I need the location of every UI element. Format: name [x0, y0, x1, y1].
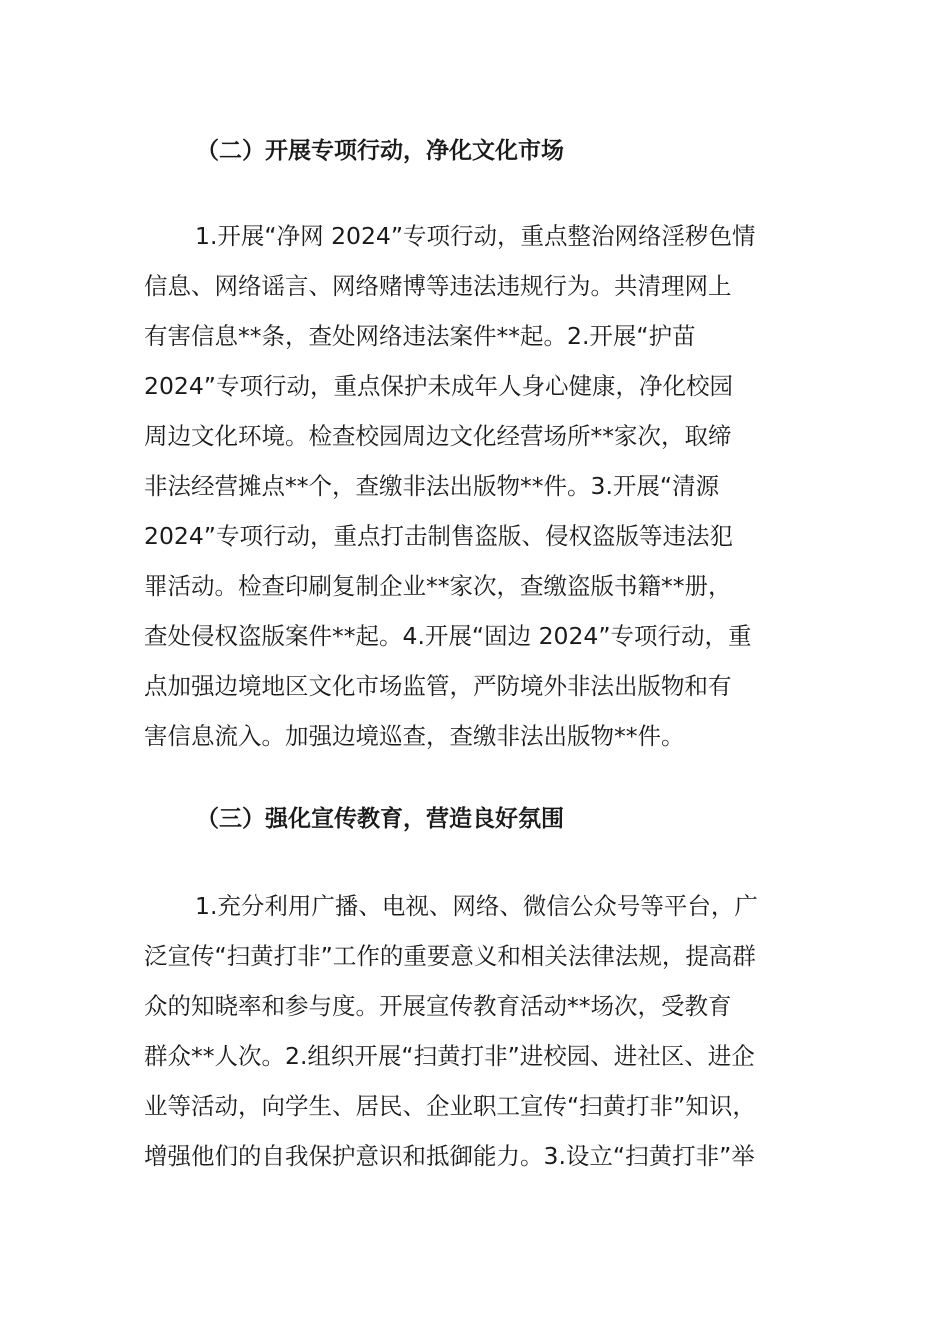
- paragraph-line: 众的知晓率和参与度。开展宣传教育活动**场次，受教育: [144, 992, 732, 1020]
- section-three-paragraph: [144, 886, 814, 1186]
- paragraph-line: 1.充分利用广播、电视、网络、微信公众号等平台，广: [195, 892, 758, 920]
- section-three-heading: （三）强化宣传教育，营造良好氛围: [196, 806, 564, 832]
- section-two-heading: （二）开展专项行动，净化文化市场: [196, 138, 564, 164]
- paragraph-line: 查处侵权盗版案件**起。4.开展“固边 2024”专项行动，重: [144, 622, 752, 650]
- paragraph-line: 1.开展“净网 2024”专项行动，重点整治网络淫秽色情: [195, 222, 756, 250]
- paragraph-line: 点加强边境地区文化市场监管，严防境外非法出版物和有: [144, 672, 732, 700]
- paragraph-line: 2024”专项行动，重点保护未成年人身心健康，净化校园: [144, 372, 733, 400]
- paragraph-line: 群众**人次。2.组织开展“扫黄打非”进校园、进社区、进企: [144, 1042, 755, 1070]
- paragraph-line: 周边文化环境。检查校园周边文化经营场所**家次，取缔: [144, 422, 732, 450]
- section-two-paragraph: [144, 216, 814, 766]
- paragraph-line: 有害信息**条，查处网络违法案件**起。2.开展“护苗: [144, 322, 696, 350]
- paragraph-line: 业等活动，向学生、居民、企业职工宣传“扫黄打非”知识，: [144, 1092, 756, 1120]
- paragraph-line: 泛宣传“扫黄打非”工作的重要意义和相关法律法规，提高群: [144, 942, 756, 970]
- paragraph-line: 非法经营摊点**个，查缴非法出版物**件。3.开展“清源: [144, 472, 720, 500]
- paragraph-line: 罪活动。检查印刷复制企业**家次，查缴盗版书籍**册，: [144, 572, 732, 600]
- paragraph-line: 增强他们的自我保护意识和抵御能力。3.设立“扫黄打非”举: [144, 1142, 755, 1170]
- paragraph-line: 信息、网络谣言、网络赌博等违法违规行为。共清理网上: [144, 272, 732, 300]
- paragraph-line: 害信息流入。加强边境巡查，查缴非法出版物**件。: [144, 722, 685, 750]
- paragraph-line: 2024”专项行动，重点打击制售盗版、侵权盗版等违法犯: [144, 522, 733, 550]
